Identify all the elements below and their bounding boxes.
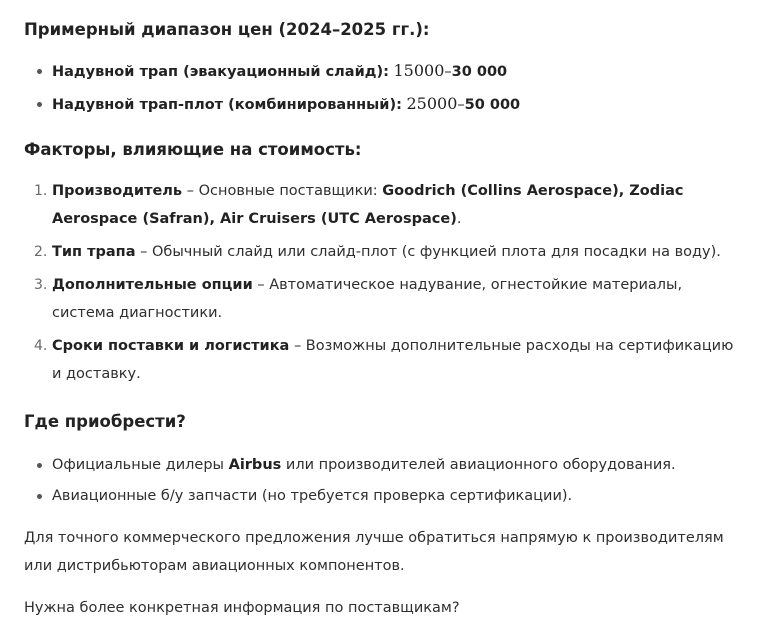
factor-item-logistics (24, 332, 744, 388)
price-item-label: Надувной трап-плот (комбинированный): (52, 97, 402, 113)
factor-text: – Основные поставщики: (182, 183, 383, 199)
factor-item-options (24, 271, 744, 327)
offer-paragraph: Для точного коммерческого предложения лучше обратиться напрямую к производителям или дистрибьюторам авиационных компонентов. (24, 530, 724, 574)
where-text: Официальные дилеры (52, 457, 229, 473)
where-item-used-parts (24, 482, 764, 510)
list-number: 2. (34, 244, 48, 260)
factor-item-manufacturer (24, 177, 744, 233)
prices-list (24, 57, 764, 123)
factor-title: Сроки поставки и логистика (52, 338, 290, 354)
prices-heading: Примерный диапазон цен (2024–2025 гг.): (24, 20, 430, 39)
factors-heading: Факторы, влияющие на стоимость: (24, 140, 362, 159)
factor-title: Тип трапа (52, 244, 136, 260)
price-from: 15000 (393, 61, 445, 80)
factor-text: – Возможны дополнительные расходы на сертификацию и доставку. (52, 338, 734, 382)
where-text: Авиационные б/у запчасти (но требуется проверка сертификации). (52, 488, 573, 504)
price-to: 50 000 (464, 97, 521, 113)
factor-item-type (24, 238, 744, 266)
factors-list (24, 177, 744, 393)
list-number: 1. (34, 183, 48, 199)
list-number: 4. (34, 338, 48, 354)
factor-title: Производитель (52, 183, 183, 199)
where-list (24, 451, 764, 513)
factor-text: – Автоматическое надувание, огнестойкие материалы, система диагностики. (52, 277, 683, 321)
price-from: 25000 (406, 94, 458, 113)
where-text-end: или производителей авиационного оборудования. (281, 457, 676, 473)
price-item-label: Надувной трап (эвакуационный слайд): (52, 64, 389, 80)
where-brand: Airbus (228, 457, 282, 473)
price-dash: – (457, 97, 465, 113)
factor-text: – Обычный слайд или слайд-плот (с функцией плота для посадки на воду). (135, 244, 721, 260)
list-number: 3. (34, 277, 48, 293)
price-item-slide (24, 57, 764, 86)
price-item-slide-raft (24, 90, 764, 119)
price-dash: – (444, 64, 452, 80)
price-to: 30 000 (451, 64, 508, 80)
where-item-dealers (24, 451, 764, 479)
factor-title: Дополнительные опции (52, 277, 253, 293)
factor-end: . (456, 211, 462, 227)
where-heading: Где приобрести? (24, 412, 186, 431)
factor-suppliers: Goodrich (Collins Aerospace), Zodiac Aerospace (Safran), Air Cruisers (UTC Aerospace) (52, 183, 684, 227)
question-paragraph: Нужна более конкретная информация по поставщикам? (24, 600, 460, 616)
